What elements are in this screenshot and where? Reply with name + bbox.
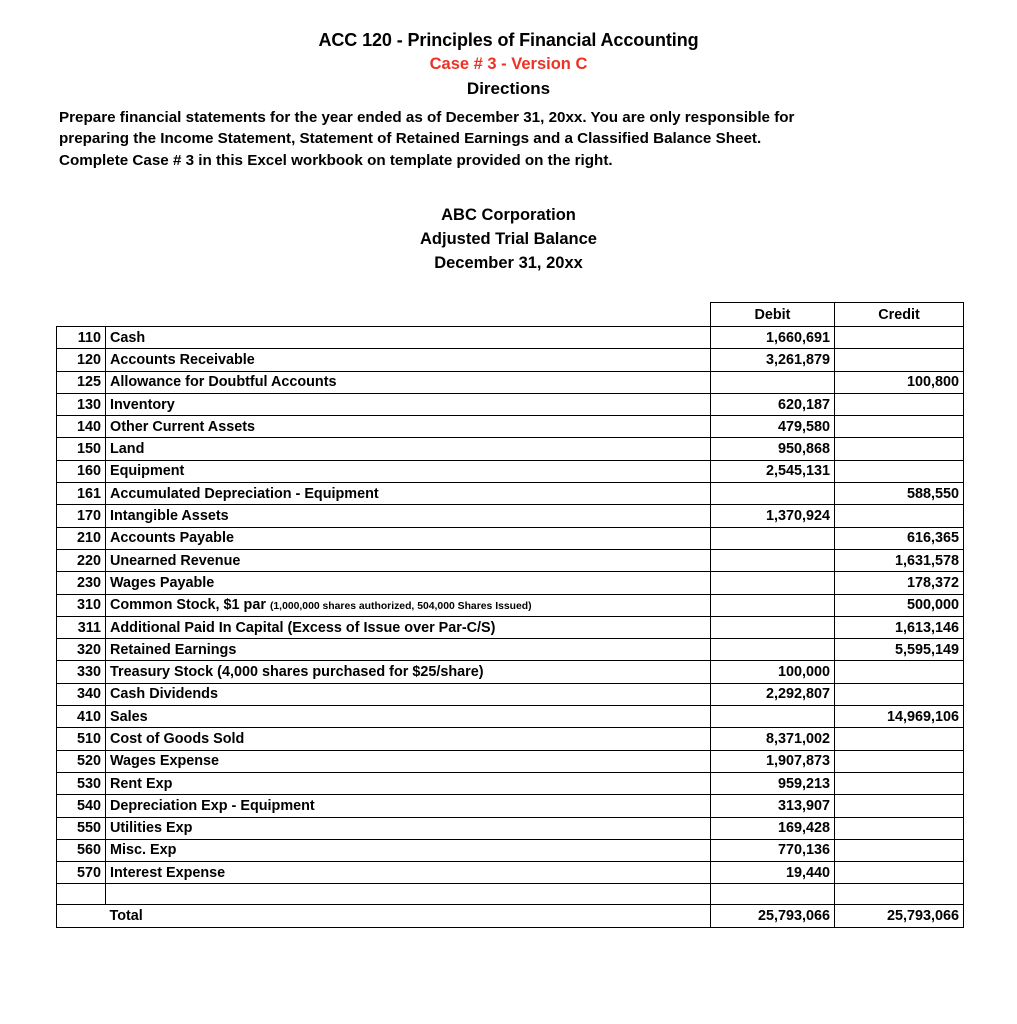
account-name-cell: Inventory (106, 393, 711, 415)
total-credit-cell: 25,793,066 (835, 905, 964, 927)
trial-balance-table (56, 302, 964, 928)
total-blank-cell (57, 905, 106, 927)
table-row (57, 706, 964, 728)
table-row (57, 594, 964, 616)
debit-amount-cell: 1,660,691 (711, 327, 835, 349)
statement-heading (0, 203, 1017, 275)
account-name-cell: Cash (106, 327, 711, 349)
account-number-cell: 210 (57, 527, 106, 549)
debit-amount-cell (711, 594, 835, 616)
account-number-cell: 330 (57, 661, 106, 683)
table-row (57, 327, 964, 349)
credit-amount-cell: 500,000 (835, 594, 964, 616)
account-name-cell: Depreciation Exp - Equipment (106, 795, 711, 817)
account-number-cell: 560 (57, 839, 106, 861)
account-number-cell: 125 (57, 371, 106, 393)
statement-title: Adjusted Trial Balance (420, 229, 597, 248)
credit-amount-cell: 178,372 (835, 572, 964, 594)
spacer-debit-cell (711, 884, 835, 905)
debit-amount-cell: 19,440 (711, 862, 835, 884)
account-number-cell: 170 (57, 505, 106, 527)
account-name-cell: Land (106, 438, 711, 460)
credit-amount-cell: 5,595,149 (835, 639, 964, 661)
account-number-cell: 510 (57, 728, 106, 750)
table-row (57, 839, 964, 861)
course-title: ACC 120 - Principles of Financial Accounting (318, 30, 699, 50)
credit-amount-cell (835, 750, 964, 772)
debit-amount-cell (711, 639, 835, 661)
account-number-cell: 520 (57, 750, 106, 772)
credit-amount-cell (835, 728, 964, 750)
credit-amount-cell: 588,550 (835, 483, 964, 505)
directions-text (59, 108, 819, 172)
table-row (57, 862, 964, 884)
account-number-cell: 150 (57, 438, 106, 460)
credit-amount-cell: 100,800 (835, 371, 964, 393)
debit-amount-cell: 3,261,879 (711, 349, 835, 371)
debit-amount-cell (711, 706, 835, 728)
account-number-cell: 340 (57, 683, 106, 705)
credit-amount-cell: 1,631,578 (835, 549, 964, 571)
debit-amount-cell (711, 616, 835, 638)
case-version-title: Case # 3 - Version C (429, 55, 588, 73)
credit-amount-cell (835, 460, 964, 482)
table-row (57, 661, 964, 683)
debit-amount-cell (711, 483, 835, 505)
table-header-row (57, 303, 964, 327)
credit-amount-cell: 14,969,106 (835, 706, 964, 728)
header-account-number-blank (57, 303, 106, 327)
table-row (57, 438, 964, 460)
table-row (57, 795, 964, 817)
account-number-cell: 220 (57, 549, 106, 571)
account-name-cell: Retained Earnings (106, 639, 711, 661)
directions-heading: Directions (466, 79, 551, 98)
debit-amount-cell: 959,213 (711, 772, 835, 794)
table-row (57, 639, 964, 661)
table-row (57, 371, 964, 393)
credit-amount-cell (835, 327, 964, 349)
account-name-cell: Equipment (106, 460, 711, 482)
account-name-cell: Cost of Goods Sold (106, 728, 711, 750)
account-number-cell: 320 (57, 639, 106, 661)
statement-date: December 31, 20xx (434, 253, 583, 272)
account-number-cell: 410 (57, 706, 106, 728)
account-number-cell: 311 (57, 616, 106, 638)
debit-amount-cell: 169,428 (711, 817, 835, 839)
credit-amount-cell (835, 393, 964, 415)
table-row (57, 728, 964, 750)
credit-amount-cell (835, 795, 964, 817)
account-name-cell: Wages Payable (106, 572, 711, 594)
account-number-cell: 530 (57, 772, 106, 794)
document-header (0, 0, 1017, 100)
directions-paragraph-2: Complete Case # 3 in this Excel workbook on template provided on the right. (59, 152, 613, 169)
debit-amount-cell: 2,292,807 (711, 683, 835, 705)
debit-amount-cell: 313,907 (711, 795, 835, 817)
account-name-cell: Common Stock, $1 par (1,000,000 shares authorized, 504,000 Shares Issued) (106, 594, 711, 616)
credit-amount-cell (835, 438, 964, 460)
column-header-credit: Credit (835, 303, 964, 327)
account-name-cell: Interest Expense (106, 862, 711, 884)
account-name-cell: Rent Exp (106, 772, 711, 794)
account-number-cell: 310 (57, 594, 106, 616)
account-number-cell: 540 (57, 795, 106, 817)
table-spacer-row (57, 884, 964, 905)
debit-amount-cell (711, 572, 835, 594)
company-name: ABC Corporation (441, 205, 576, 224)
account-name-fineprint: (1,000,000 shares authorized, 504,000 Shares Issued) (269, 601, 532, 613)
table-row (57, 572, 964, 594)
credit-amount-cell (835, 505, 964, 527)
table-row (57, 549, 964, 571)
account-name-cell: Accounts Receivable (106, 349, 711, 371)
credit-amount-cell: 1,613,146 (835, 616, 964, 638)
account-name-cell: Unearned Revenue (106, 549, 711, 571)
total-label-cell: Total (106, 905, 711, 927)
spacer-account-number-cell (57, 884, 106, 905)
debit-amount-cell (711, 527, 835, 549)
table-row (57, 683, 964, 705)
account-name-cell: Intangible Assets (106, 505, 711, 527)
trial-balance-table-wrapper (56, 302, 963, 928)
debit-amount-cell (711, 371, 835, 393)
account-number-cell: 570 (57, 862, 106, 884)
credit-amount-cell: 616,365 (835, 527, 964, 549)
account-name-cell: Accounts Payable (106, 527, 711, 549)
table-row (57, 817, 964, 839)
table-row (57, 349, 964, 371)
table-row (57, 483, 964, 505)
credit-amount-cell (835, 661, 964, 683)
account-number-cell: 230 (57, 572, 106, 594)
table-row (57, 616, 964, 638)
account-name-cell: Cash Dividends (106, 683, 711, 705)
account-name-cell: Wages Expense (106, 750, 711, 772)
table-row (57, 527, 964, 549)
credit-amount-cell (835, 817, 964, 839)
debit-amount-cell: 620,187 (711, 393, 835, 415)
account-number-cell: 110 (57, 327, 106, 349)
directions-paragraph-1: Prepare financial statements for the year ended as of December 31, 20xx. You are only responsible for preparing the Income Statement, Statement of Retained Earnings and a Classified Balance Sheet. (59, 109, 795, 147)
spacer-account-name-cell (106, 884, 711, 905)
account-name-cell: Sales (106, 706, 711, 728)
table-row (57, 505, 964, 527)
table-row (57, 772, 964, 794)
account-number-cell: 140 (57, 416, 106, 438)
account-name-cell: Treasury Stock (4,000 shares purchased for $25/share) (106, 661, 711, 683)
table-row (57, 416, 964, 438)
account-name-cell: Accumulated Depreciation - Equipment (106, 483, 711, 505)
account-number-cell: 120 (57, 349, 106, 371)
credit-amount-cell (835, 416, 964, 438)
debit-amount-cell: 2,545,131 (711, 460, 835, 482)
table-row (57, 393, 964, 415)
table-row (57, 460, 964, 482)
credit-amount-cell (835, 349, 964, 371)
account-number-cell: 130 (57, 393, 106, 415)
debit-amount-cell: 8,371,002 (711, 728, 835, 750)
account-number-cell: 160 (57, 460, 106, 482)
credit-amount-cell (835, 839, 964, 861)
column-header-debit: Debit (711, 303, 835, 327)
account-number-cell: 161 (57, 483, 106, 505)
account-name-cell: Utilities Exp (106, 817, 711, 839)
debit-amount-cell: 770,136 (711, 839, 835, 861)
credit-amount-cell (835, 862, 964, 884)
header-account-name-blank (106, 303, 711, 327)
credit-amount-cell (835, 772, 964, 794)
credit-amount-cell (835, 683, 964, 705)
account-name-cell: Additional Paid In Capital (Excess of Issue over Par-C/S) (106, 616, 711, 638)
total-debit-cell: 25,793,066 (711, 905, 835, 927)
debit-amount-cell: 479,580 (711, 416, 835, 438)
debit-amount-cell (711, 549, 835, 571)
table-row (57, 750, 964, 772)
spacer-credit-cell (835, 884, 964, 905)
debit-amount-cell: 950,868 (711, 438, 835, 460)
account-name-cell: Other Current Assets (106, 416, 711, 438)
debit-amount-cell: 1,370,924 (711, 505, 835, 527)
debit-amount-cell: 1,907,873 (711, 750, 835, 772)
account-name-cell: Allowance for Doubtful Accounts (106, 371, 711, 393)
trial-balance-body (57, 327, 964, 928)
account-name-cell: Misc. Exp (106, 839, 711, 861)
debit-amount-cell: 100,000 (711, 661, 835, 683)
table-total-row (57, 905, 964, 927)
account-number-cell: 550 (57, 817, 106, 839)
